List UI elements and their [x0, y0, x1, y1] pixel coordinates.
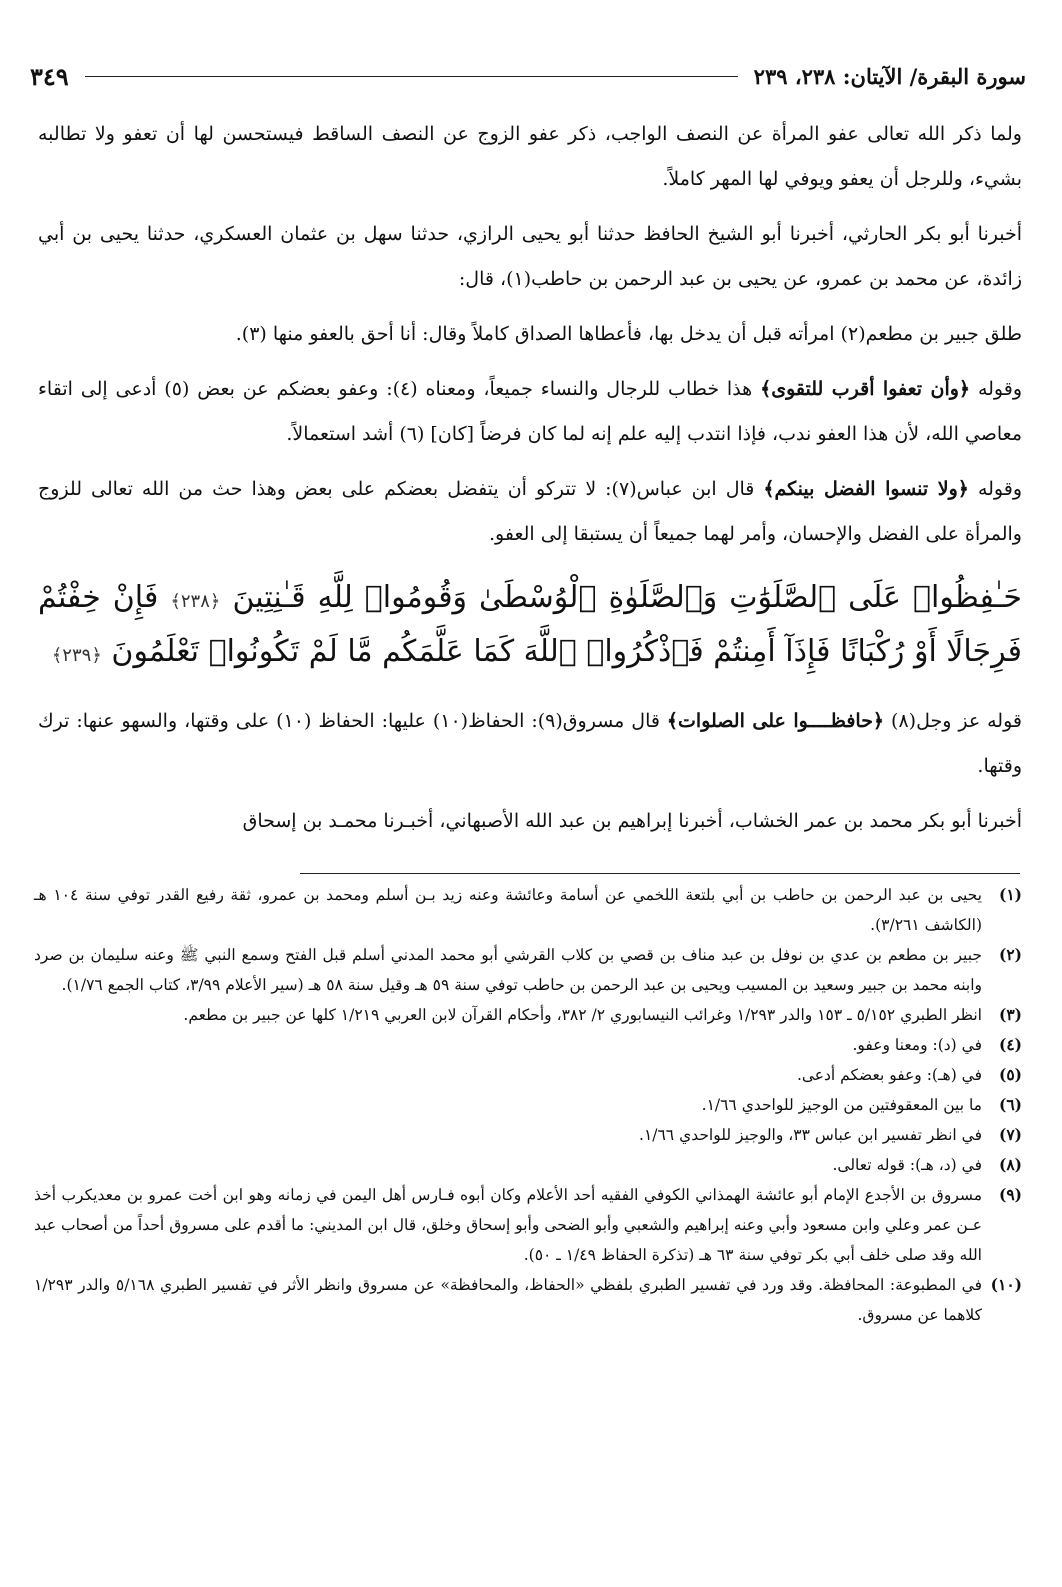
paragraph	[38, 467, 1022, 557]
paragraph	[38, 699, 1022, 789]
paragraph-text: قال ابن عباس(٧): لا تتركو أن يتفضل بعضكم على بعض وهذا حث من الله تعالى للزوج والمرأة على الفضل والإحسان، وأمر لهما جميعاً أن يستبقا إلى العفو.	[38, 478, 1022, 545]
quran-quote: ﴿حافظــــوا على الصلوات﴾	[666, 710, 885, 732]
footnote-text: في (هـ): وعفو بعضكم أدعى.	[796, 1066, 982, 1084]
footnote-number: (٧)	[998, 1125, 1022, 1144]
footnote-item	[34, 1090, 1022, 1120]
paragraph	[38, 367, 1022, 457]
footnote-number: (١)	[998, 885, 1022, 904]
footnote-item	[34, 1030, 1022, 1060]
footnote-separator	[300, 873, 1020, 874]
footnote-number: (٢)	[998, 945, 1022, 964]
footnote-text: انظر الطبري ٥/١٥٢ ـ ١٥٣ والدر ١/٢٩٣ وغرائب النيسابوري ٢/ ٣٨٢، وأحكام القرآن لابن العربي ١/٢١٩ كلها عن جبير بن مطعم.	[183, 1006, 982, 1024]
footnotes	[34, 880, 1022, 1330]
paragraph: طلق جبير بن مطعم(٢) امرأته قبل أن يدخل بها، فأعطاها الصداق كاملاً وقال: أنا أحق بالعفو منها (٣).	[235, 323, 1022, 345]
paragraph-lead: وقوله	[977, 478, 1023, 500]
paragraph-text: هذا خطاب للرجال والنساء جميعاً، ومعناه (٤): وعفو بعضكم عن بعض (٥) أدعى إلى اتقاء معاصي الله، لأن هذا العفو ندب، فإذا انتدب إليه علم إنه لما كان فرضاً [كان] (٦) أشد استعمالاً.	[38, 378, 1022, 445]
footnote-item	[34, 1000, 1022, 1030]
footnote-number: (٩)	[998, 1185, 1022, 1204]
footnote-item	[34, 940, 1022, 1000]
footnote-item	[34, 880, 1022, 940]
footnote-number: (٥)	[998, 1065, 1022, 1084]
footnote-text: ما بين المعقوفتين من الوجيز للواحدي ١/٦٦.	[701, 1096, 982, 1114]
footnote-number: (١٠)	[990, 1275, 1022, 1294]
paragraph: أخبرنا أبو بكر الحارثي، أخبرنا أبو الشيخ الحافظ حدثنا أبو يحيى الرازي، حدثنا سهل بن عثمان العسكري، حدثنا يحيى بن أبي زائدة، عن محمد بن عمرو، عن يحيى بن عبد الرحمن بن حاطب(١)، قال:	[38, 223, 1022, 290]
footnote-number: (٤)	[998, 1035, 1022, 1054]
verse-238-number: ﴿٢٣٨﴾	[170, 591, 221, 612]
quran-verse-block	[38, 573, 1022, 681]
footnote-item	[34, 1060, 1022, 1090]
header-rule	[85, 76, 738, 77]
paragraph-lead: وقوله	[977, 378, 1023, 400]
footnote-text: في (د، هـ): قوله تعالى.	[832, 1156, 982, 1174]
quran-quote: ﴿ولا تنسوا الفضل بينكم﴾	[763, 478, 969, 500]
footnote-text: مسروق بن الأجدع الإمام أبو عائشة الهمذاني الكوفي الفقيه أحد الأعلام وكان أبوه فـارس أهل اليمن في زمانه وهو ابن أخت عمرو بن معديكرب أخذ عـن عمر وعلي وابن مسعود وأبي وعنه إبراهيم والشعبي وأبو الضحى وأبو إسحاق وخلق، قال ابن المديني: ما أقدم على مسروق أحداً من أصحاب عبد الله وقد صلى خلف أبي بكر توفي سنة ٦٣ هـ (تذكرة الحفاظ ١/٤٩ ـ ٥٠).	[34, 1186, 982, 1264]
footnote-number: (٣)	[998, 1005, 1022, 1024]
page-header	[30, 58, 1026, 94]
paragraph-lead: قوله عز وجل(٨)	[891, 710, 1022, 732]
quran-quote: ﴿وأن تعفوا أقرب للتقوى﴾	[760, 378, 971, 400]
verse-239-text: فَإِنْ خِفْتُمْ فَرِجَالًا أَوْ رُكْبَانًا فَإِذَآ أَمِنتُمْ فَٱذْكُرُوا۟ ٱللَّهَ كَمَا عَلَّمَكُم مَّا لَمْ تَكُونُوا۟ تَعْلَمُونَ	[38, 580, 1022, 669]
footnote-text: في انظر تفسير ابن عباس ٣٣، والوجيز للواحدي ١/٦٦.	[639, 1126, 982, 1144]
footnote-number: (٦)	[998, 1095, 1022, 1114]
paragraph: أخبرنا أبو بكر محمد بن عمر الخشاب، أخبرنا إبراهيم بن عبد الله الأصبهاني، أخبـرنا محمـد بن إسحاق	[242, 810, 1022, 832]
paragraph: ولما ذكر الله تعالى عفو المرأة عن النصف الواجب، ذكر عفو الزوج عن النصف الساقط فيستحسن لها أن تعفو ولا تطالبه بشيء، وللرجل أن يعفو ويوفي لها المهر كاملاً.	[38, 123, 1022, 190]
footnote-item	[34, 1270, 1022, 1330]
footnote-text: جبير بن مطعم بن عدي بن نوفل بن عبد مناف بن قصي بن كلاب القرشي أبو محمد المدني أسلم قبل الفتح وسمع النبي ﷺ وعنه سليمان بن صرد وابنه محمد بن جبير وسعيد بن المسيب ويحيى بن عبد الرحمن بن حاطب توفي سنة ٥٩ هـ وقيل سنة ٥٨ هـ (سير الأعلام ٣/٩٩، كتاب الجمع ١/٧٦).	[34, 946, 982, 994]
footnote-text: في (د): ومعنا وعفو.	[852, 1036, 982, 1054]
paragraph-text: قال مسروق(٩): الحفاظ(١٠) عليها: الحفاظ (١٠) على وقتها، والسهو عنها: ترك وقتها.	[38, 710, 1022, 777]
verse-239-number: ﴿٢٣٩﴾	[51, 645, 102, 666]
verse-238-text: حَـٰفِظُوا۟ عَلَى ٱلصَّلَوَٰتِ وَٱلصَّلَوٰةِ ٱلْوُسْطَىٰ وَقُومُوا۟ لِلَّهِ قَـٰنِتِينَ	[232, 580, 1022, 615]
footnote-text: يحيى بن عبد الرحمن بن حاطب بن أبي بلتعة اللخمي عن أسامة وعائشة وعنه زيد بـن أسلم ومحمد بن عمرو، ثقة رفيع القدر توفي سنة ١٠٤ هـ (الكاشف ٣/٢٦١).	[34, 886, 982, 934]
running-title: سورة البقرة/ الآيتان: ٢٣٨، ٢٣٩	[753, 63, 1026, 89]
footnote-item	[34, 1150, 1022, 1180]
page-number: ٣٤٩	[30, 61, 69, 91]
footnote-text: في المطبوعة: المحافظة. وقد ورد في تفسير الطبري بلفظي «الحفاظ، والمحافظة» عن مسروق وانظر الأثر في تفسير الطبري ٥/١٦٨ والدر ١/٢٩٣ كلاهما عن مسروق.	[34, 1276, 983, 1324]
footnote-number: (٨)	[998, 1155, 1022, 1174]
footnote-item	[34, 1180, 1022, 1270]
main-text	[38, 112, 1022, 854]
footnote-item	[34, 1120, 1022, 1150]
